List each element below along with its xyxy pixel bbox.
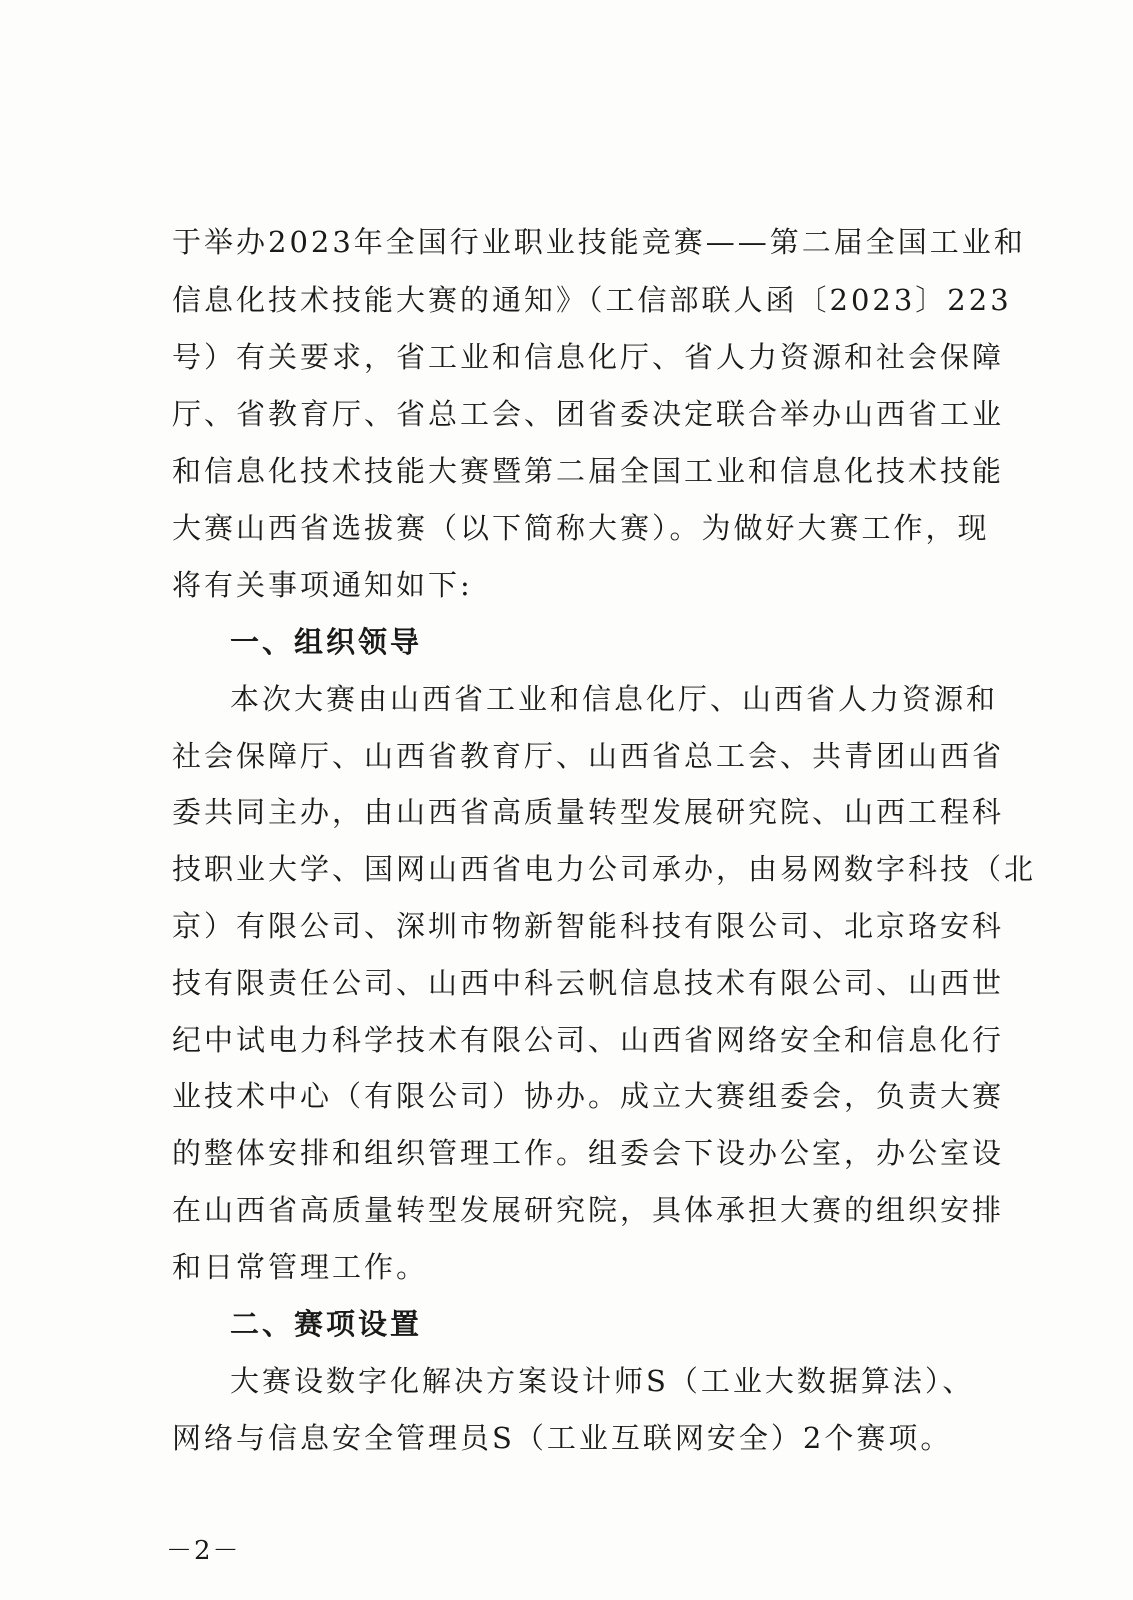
intro-line-5: 和信息化技术技能大赛暨第二届全国工业和信息化技术技能	[172, 454, 1005, 488]
section-1-line-5: 京）有限公司、深圳市物新智能科技有限公司、北京珞安科	[172, 909, 1005, 943]
section-1-line-8: 业技术中心（有限公司）协办。成立大赛组委会，负责大赛	[172, 1079, 1005, 1113]
intro-line-3: 号）有关要求，省工业和信息化厅、省人力资源和社会保障	[172, 340, 1005, 374]
section-1-line-3: 委共同主办，由山西省高质量转型发展研究院、山西工程科	[172, 795, 1005, 829]
section-1-line-9: 的整体安排和组织管理工作。组委会下设办公室，办公室设	[172, 1136, 1005, 1170]
section-1-line-11: 和日常管理工作。	[172, 1250, 429, 1284]
section-heading-events: 二、赛项设置	[230, 1307, 423, 1341]
intro-line-6: 大赛山西省选拔赛（以下简称大赛）。为做好大赛工作，现	[172, 511, 990, 545]
intro-line-4: 厅、省教育厅、省总工会、团省委决定联合举办山西省工业	[172, 397, 1005, 431]
section-1-line-2: 社会保障厅、山西省教育厅、山西省总工会、共青团山西省	[172, 739, 1005, 773]
intro-line-7: 将有关事项通知如下:	[172, 568, 473, 602]
section-heading-organization: 一、组织领导	[230, 625, 423, 659]
intro-line-1: 于举办2023年全国行业职业技能竞赛——第二届全国工业和	[172, 225, 1026, 259]
page-number: －2－	[166, 1536, 241, 1566]
section-1-line-1: 本次大赛由山西省工业和信息化厅、山西省人力资源和	[230, 682, 999, 716]
section-1-line-10: 在山西省高质量转型发展研究院，具体承担大赛的组织安排	[172, 1193, 1005, 1227]
section-1-line-4: 技职业大学、国网山西省电力公司承办，由易网数字科技（北	[172, 852, 1037, 886]
section-1-line-7: 纪中试电力科学技术有限公司、山西省网络安全和信息化行	[172, 1023, 1005, 1057]
section-2-line-1: 大赛设数字化解决方案设计师S（工业大数据算法）、	[230, 1364, 975, 1398]
intro-line-2: 信息化技术技能大赛的通知》（工信部联人函〔2023〕223	[172, 283, 1012, 317]
section-2-line-2: 网络与信息安全管理员S（工业互联网安全）2个赛项。	[172, 1421, 953, 1455]
section-1-line-6: 技有限责任公司、山西中科云帆信息技术有限公司、山西世	[172, 966, 1005, 1000]
